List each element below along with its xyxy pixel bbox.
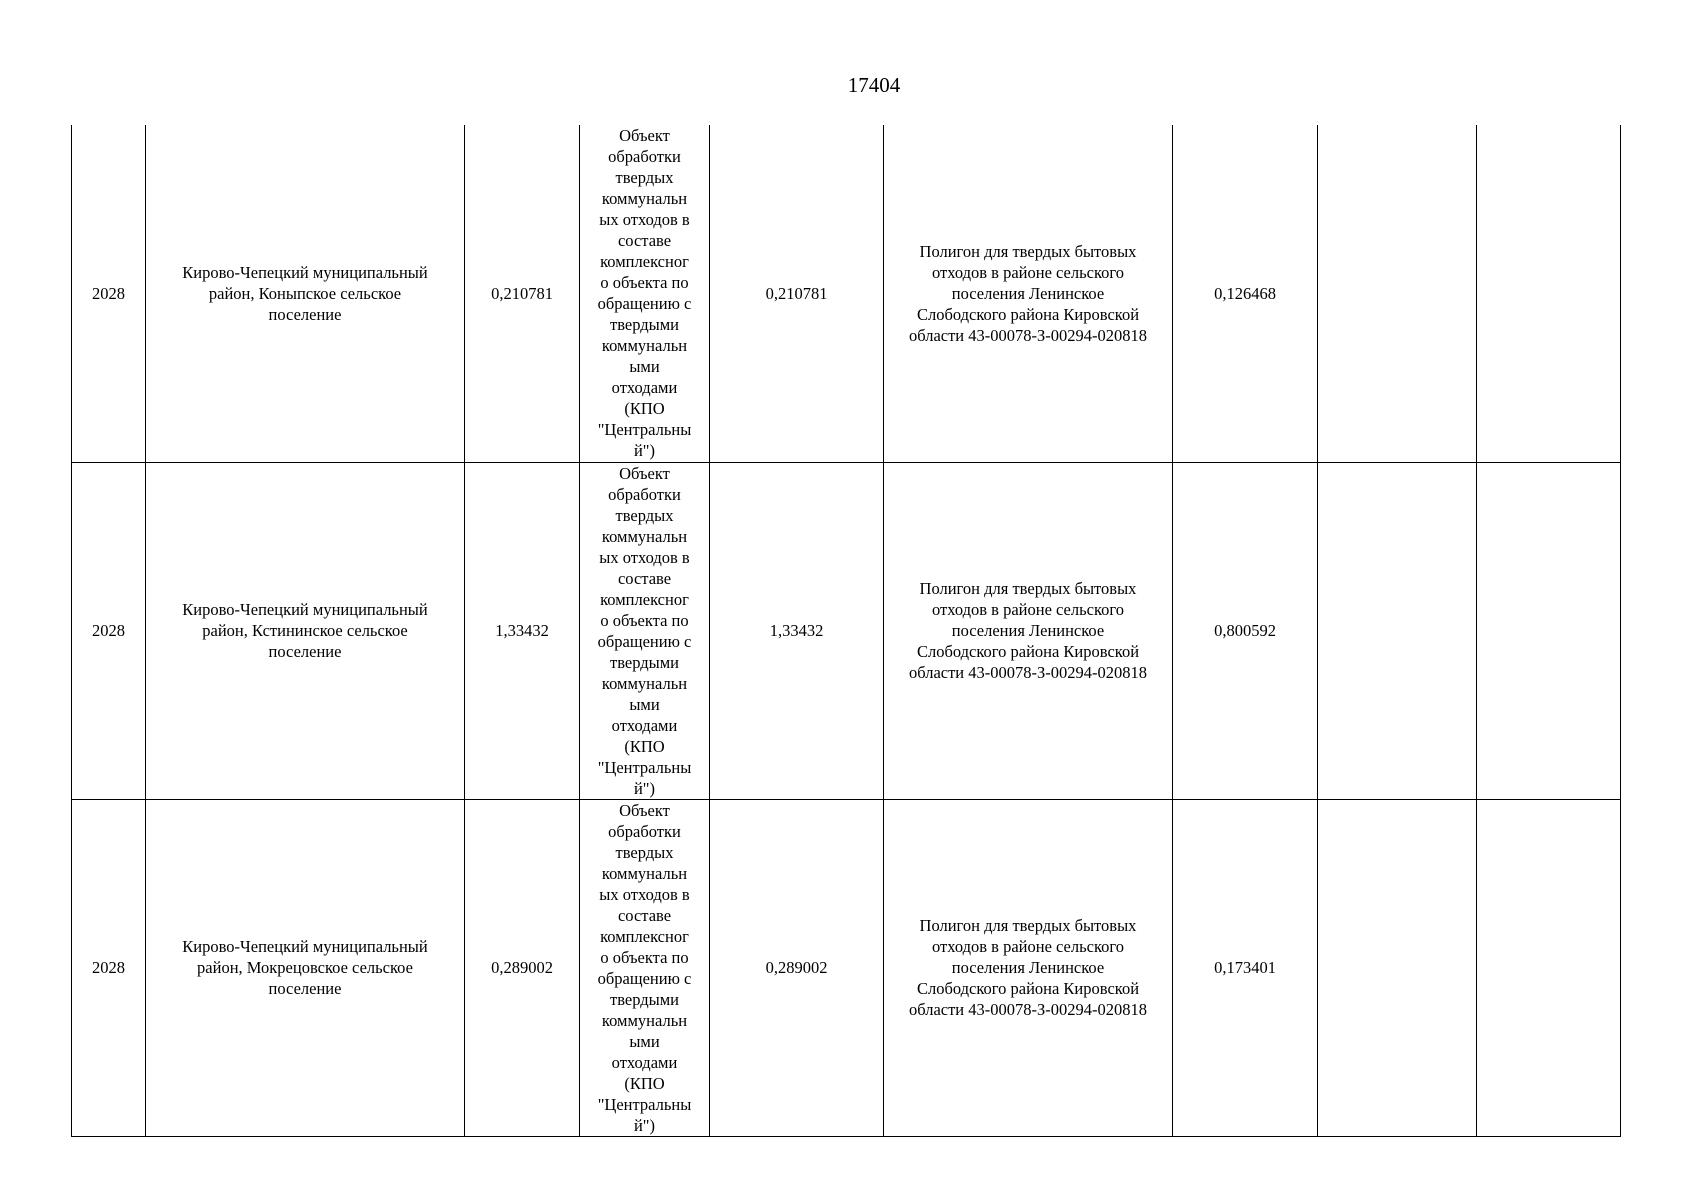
destination-cell-line: Полигон для твердых бытовых	[919, 916, 1137, 935]
destination-cell-line: поселения Ленинское	[951, 283, 1105, 303]
facility-cell-line: отходами	[611, 378, 678, 398]
destination-cell-line: поселения Ленинское	[951, 621, 1105, 640]
waste-flow-table	[71, 125, 1621, 1137]
facility-cell-line: коммунальн	[601, 673, 688, 693]
facility-cell	[580, 125, 710, 462]
facility-cell-line: обращению с	[597, 631, 692, 651]
destination-cell-line: Слободского района Кировской	[916, 642, 1140, 661]
facility-cell-line: коммунальн	[601, 526, 688, 546]
empty-cell	[1318, 462, 1477, 799]
processed-amount-cell: 0,210781	[710, 125, 884, 462]
year-cell: 2028	[72, 799, 146, 1136]
facility-cell-line: твердых	[615, 168, 674, 188]
destination-cell-line: отходов в районе сельского	[931, 600, 1124, 619]
facility-cell-line: Объект	[619, 800, 670, 820]
facility-cell-line: твердыми	[609, 652, 679, 672]
table-row	[72, 799, 1621, 1136]
destination-cell-line: отходов в районе сельского	[931, 262, 1124, 282]
disposed-amount-cell: 0,126468	[1173, 125, 1318, 462]
facility-cell-line: комплексног	[600, 589, 689, 609]
facility-cell-line: коммунальн	[601, 1010, 688, 1030]
municipality-cell-line: поселение	[268, 979, 342, 998]
destination-cell-line: области 43-00078-З-00294-020818	[908, 325, 1148, 345]
facility-cell-line: (КПО	[624, 399, 665, 419]
facility-cell-line: комплексног	[600, 252, 689, 272]
year-cell: 2028	[72, 462, 146, 799]
municipality-cell	[146, 462, 465, 799]
municipality-cell	[146, 799, 465, 1136]
facility-cell-line: составе	[617, 568, 672, 588]
facility-cell-line: ыми	[629, 1031, 660, 1051]
facility-cell-line: о объекта по	[600, 947, 689, 967]
facility-cell-line: коммунальн	[601, 189, 688, 209]
facility-cell-line: твердыми	[609, 315, 679, 335]
municipality-cell-line: Кирово-Чепецкий муниципальный	[182, 600, 428, 619]
facility-cell-line: твердых	[615, 505, 674, 525]
table-row	[72, 462, 1621, 799]
facility-cell-line: обращению с	[597, 294, 692, 314]
facility-cell-line: ых отходов в	[599, 884, 690, 904]
empty-cell	[1318, 125, 1477, 462]
municipality-cell-line: поселение	[268, 642, 342, 661]
facility-cell-line: Объект	[619, 463, 670, 483]
facility-cell-line: й")	[633, 441, 656, 461]
empty-cell	[1318, 799, 1477, 1136]
municipality-cell-line: поселение	[268, 304, 342, 324]
facility-cell-line: составе	[617, 231, 672, 251]
facility-cell-line: коммунальн	[601, 863, 688, 883]
municipality-cell-line: район, Кстининское сельское	[202, 621, 408, 640]
amount-cell: 0,289002	[465, 799, 580, 1136]
facility-cell-line: о объекта по	[600, 273, 689, 293]
processed-amount-cell: 0,289002	[710, 799, 884, 1136]
facility-cell-line: "Центральны	[597, 420, 692, 440]
empty-cell	[1477, 799, 1621, 1136]
municipality-cell-line: район, Коныпское сельское	[208, 283, 402, 303]
facility-cell-line: ыми	[629, 694, 660, 714]
destination-cell	[884, 125, 1173, 462]
disposed-amount-cell: 0,800592	[1173, 462, 1318, 799]
destination-cell-line: Полигон для твердых бытовых	[919, 579, 1137, 598]
facility-cell-line: ых отходов в	[599, 210, 690, 230]
destination-cell-line: поселения Ленинское	[951, 958, 1105, 977]
table-body	[72, 125, 1621, 1136]
disposed-amount-cell: 0,173401	[1173, 799, 1318, 1136]
municipality-cell-line: район, Мокрецовское сельское	[197, 958, 413, 977]
facility-cell-line: й")	[633, 778, 656, 798]
destination-cell-line: Слободского района Кировской	[916, 304, 1140, 324]
destination-cell-line: области 43-00078-З-00294-020818	[908, 663, 1148, 682]
facility-cell-line: отходами	[611, 715, 678, 735]
facility-cell-line: ых отходов в	[599, 547, 690, 567]
table-row	[72, 125, 1621, 462]
empty-cell	[1477, 462, 1621, 799]
facility-cell-line: отходами	[611, 1052, 678, 1072]
facility-cell	[580, 462, 710, 799]
destination-cell	[884, 799, 1173, 1136]
facility-cell-line: обработки	[608, 147, 681, 167]
facility-cell-line: (КПО	[624, 1073, 665, 1093]
destination-cell-line: Полигон для твердых бытовых	[919, 241, 1137, 261]
amount-cell: 0,210781	[465, 125, 580, 462]
page-number: 17404	[847, 73, 901, 97]
facility-cell-line: твердых	[615, 842, 674, 862]
facility-cell-line: "Центральны	[597, 757, 692, 777]
facility-cell-line: обращению с	[597, 968, 692, 988]
destination-cell-line: Слободского района Кировской	[916, 979, 1140, 998]
facility-cell-line: составе	[617, 905, 672, 925]
processed-amount-cell: 1,33432	[710, 462, 884, 799]
facility-cell-line: (КПО	[624, 736, 665, 756]
empty-cell	[1477, 125, 1621, 462]
municipality-cell	[146, 125, 465, 462]
facility-cell-line: коммунальн	[601, 336, 688, 356]
facility-cell-line: Объект	[619, 126, 670, 146]
facility-cell-line: комплексног	[600, 926, 689, 946]
municipality-cell-line: Кирово-Чепецкий муниципальный	[182, 262, 428, 282]
amount-cell: 1,33432	[465, 462, 580, 799]
facility-cell-line: й")	[633, 1115, 656, 1135]
destination-cell-line: отходов в районе сельского	[931, 937, 1124, 956]
facility-cell-line: твердыми	[609, 989, 679, 1009]
facility-cell-line: ыми	[629, 357, 660, 377]
facility-cell	[580, 799, 710, 1136]
destination-cell-line: области 43-00078-З-00294-020818	[908, 1000, 1148, 1019]
facility-cell-line: обработки	[608, 821, 681, 841]
municipality-cell-line: Кирово-Чепецкий муниципальный	[182, 937, 428, 956]
facility-cell-line: обработки	[608, 484, 681, 504]
destination-cell	[884, 462, 1173, 799]
facility-cell-line: о объекта по	[600, 610, 689, 630]
facility-cell-line: "Центральны	[597, 1094, 692, 1114]
year-cell: 2028	[72, 125, 146, 462]
